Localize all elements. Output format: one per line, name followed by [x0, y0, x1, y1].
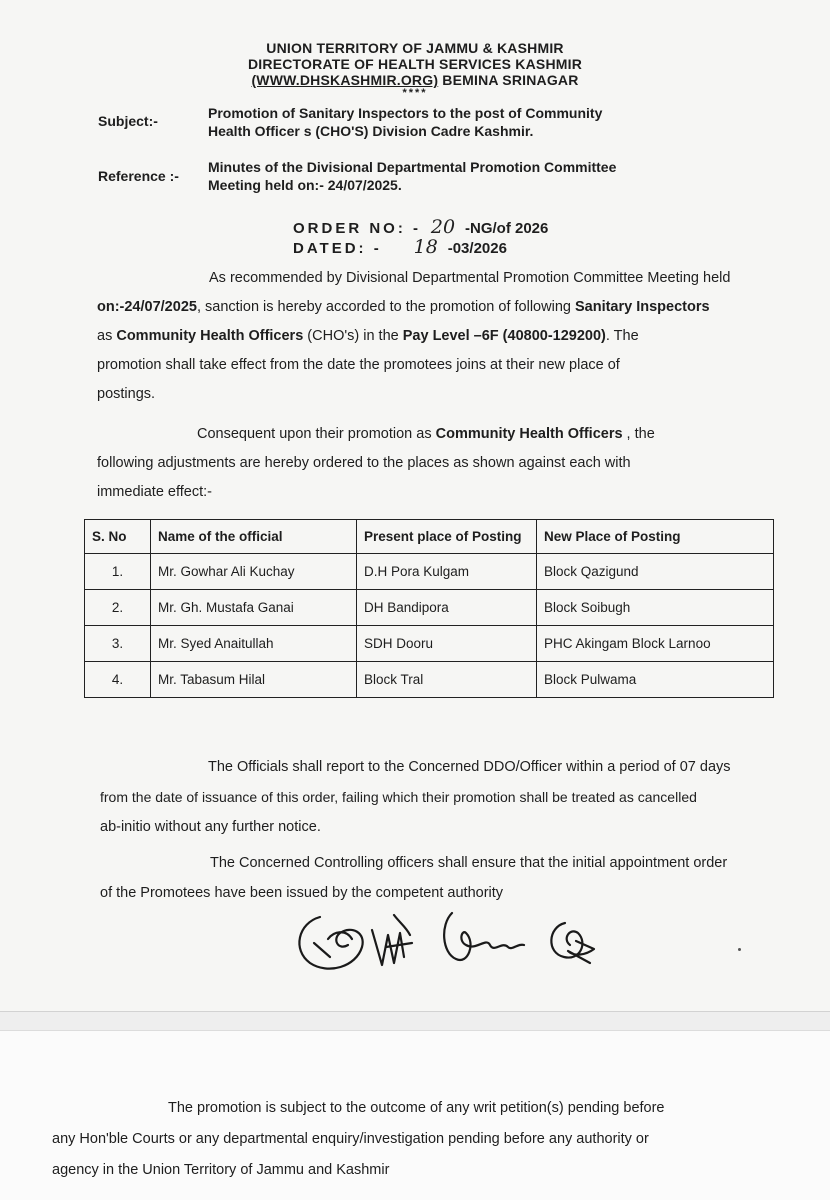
signature-3 [444, 913, 524, 960]
order-number-label: ORDER NO: - [293, 220, 421, 237]
order-date-suffix: -03/2026 [447, 240, 507, 257]
para2-line-3: immediate effect:- [97, 484, 212, 500]
website-link[interactable]: (WWW.DHSKASHMIR.ORG) [251, 72, 439, 88]
para1-line-1: As recommended by Divisional Departmental Promotion Committee Meeting held [209, 270, 731, 286]
table-cell-sno: 4. [85, 662, 151, 698]
order-number-suffix: -NG/of 2026 [465, 220, 549, 237]
paragraph-recommendation [97, 264, 777, 409]
subject-line-2: Health Officer s (CHO'S) Division Cadre Kashmir. [208, 123, 534, 139]
reference-line-1: Minutes of the Divisional Departmental Promotion Committee [208, 159, 617, 175]
order-date-label: DATED: - [293, 240, 382, 257]
table-cell-present-posting: D.H Pora Kulgam [357, 554, 537, 590]
table-cell-new-posting: Block Pulwama [537, 662, 774, 698]
page-mark [738, 948, 741, 951]
para3-line-3: ab-initio without any further notice. [100, 819, 321, 835]
para1-line-3: as Community Health Officers (CHO's) in the Pay Level –6F (40800-129200). The [97, 328, 639, 344]
postings-table [84, 519, 774, 698]
para1-line-5: postings. [97, 386, 156, 402]
table-cell-sno: 2. [85, 590, 151, 626]
table-cell-name: Mr. Gh. Mustafa Ganai [151, 590, 357, 626]
table-row [85, 662, 774, 698]
table-cell-sno: 1. [85, 554, 151, 590]
table-cell-new-posting: Block Soibugh [537, 590, 774, 626]
letterhead-stars: **** [402, 87, 428, 99]
table-row [85, 590, 774, 626]
subject-line-1: Promotion of Sanitary Inspectors to the post of Community [208, 105, 603, 121]
para5-line-2: any Hon'ble Courts or any departmental enquiry/investigation pending before any authority or [52, 1131, 649, 1147]
table-cell-present-posting: DH Bandipora [357, 590, 537, 626]
para3-line-2: from the date of issuance of this order, failing which their promotion shall be treated as cancelled [100, 789, 697, 805]
reference-label: Reference :- [98, 168, 179, 184]
table-cell-sno: 3. [85, 626, 151, 662]
para4-line-1: The Concerned Controlling officers shall ensure that the initial appointment order [210, 855, 728, 871]
table-cell-name: Mr. Tabasum Hilal [151, 662, 357, 698]
para2-line-1: Consequent upon their promotion as Community Health Officers , the [197, 426, 655, 442]
para1-line-4: promotion shall take effect from the date the promotees joins at their new place of [97, 357, 620, 373]
table-cell-present-posting: Block Tral [357, 662, 537, 698]
table-header-present-posting: Present place of Posting [357, 520, 537, 554]
letterhead-line-1: UNION TERRITORY OF JAMMU & KASHMIR [266, 40, 564, 56]
paragraph-report [100, 752, 790, 842]
order-page-2 [0, 1030, 830, 1200]
para3-line-1: The Officials shall report to the Concerned DDO/Officer within a period of 07 days [208, 759, 731, 775]
letterhead-location: BEMINA SRINAGAR [438, 72, 579, 88]
order-number-block [293, 218, 548, 258]
subject-text [208, 104, 602, 140]
reference-text [208, 158, 616, 194]
order-date-handwritten: 18 [413, 236, 438, 258]
table-cell-new-posting: Block Qazigund [537, 554, 774, 590]
table-cell-name: Mr. Gowhar Ali Kuchay [151, 554, 357, 590]
table-header-name: Name of the official [151, 520, 357, 554]
paragraph-writ-petition [52, 1093, 792, 1186]
table-header-sno: S. No [85, 520, 151, 554]
letterhead-line-3 [0, 72, 830, 88]
letterhead-line-2: DIRECTORATE OF HEALTH SERVICES KASHMIR [247, 56, 583, 72]
letterhead [0, 40, 830, 98]
subject-label: Subject:- [98, 113, 158, 129]
para5-line-3: agency in the Union Territory of Jammu and Kashmir [52, 1162, 390, 1178]
signature-1 [299, 917, 362, 969]
paragraph-consequent [97, 420, 777, 507]
para4-line-2: of the Promotees have been issued by the competent authority [100, 885, 504, 901]
signature-2 [372, 915, 412, 965]
signature-4 [551, 923, 594, 963]
table-cell-present-posting: SDH Dooru [357, 626, 537, 662]
reference-line-2: Meeting held on:- 24/07/2025. [208, 177, 402, 193]
signatures [290, 895, 610, 980]
para2-line-2: following adjustments are hereby ordered to the places as shown against each with [97, 455, 631, 471]
table-cell-new-posting: PHC Akingam Block Larnoo [537, 626, 774, 662]
table-header-row [85, 520, 774, 554]
table-row [85, 626, 774, 662]
table-row [85, 554, 774, 590]
table-cell-name: Mr. Syed Anaitullah [151, 626, 357, 662]
para1-line-2: on:-24/07/2025, sanction is hereby accorded to the promotion of following Sanitary Inspectors [97, 299, 710, 315]
para5-line-1: The promotion is subject to the outcome of any writ petition(s) pending before [168, 1100, 665, 1116]
order-number-handwritten: 20 [430, 216, 456, 238]
table-header-new-posting: New Place of Posting [537, 520, 774, 554]
